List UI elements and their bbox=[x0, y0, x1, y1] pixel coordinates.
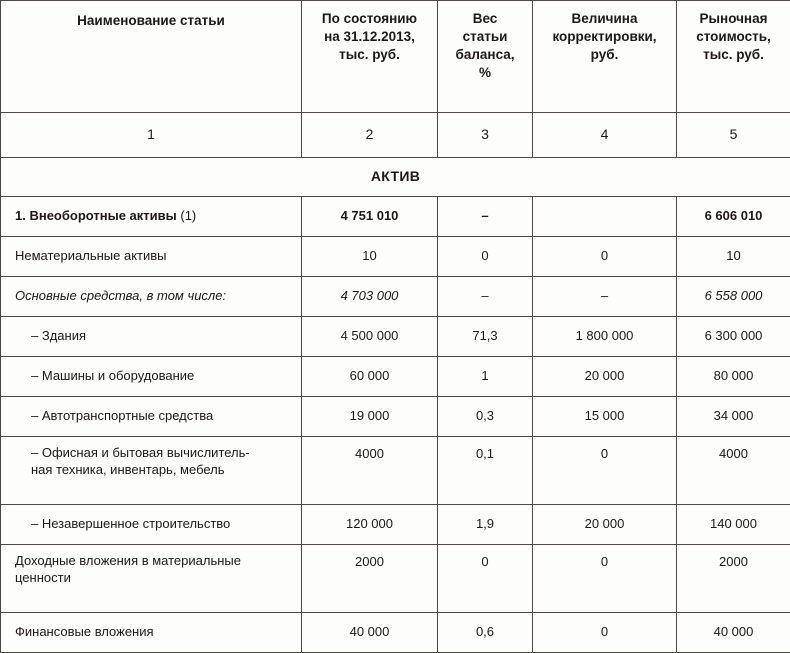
row-adjustment-cell: 15 000 bbox=[533, 397, 677, 437]
table-row bbox=[1, 357, 790, 397]
row-amount-cell: 19 000 bbox=[302, 397, 438, 437]
row-amount-cell: 10 bbox=[302, 237, 438, 277]
row-market-cell: 4000 bbox=[677, 437, 790, 505]
table-row bbox=[1, 317, 790, 357]
table-header bbox=[1, 1, 790, 158]
row-amount-cell: 2000 bbox=[302, 545, 438, 613]
row-market-cell: 34 000 bbox=[677, 397, 790, 437]
row-name-cell bbox=[1, 613, 302, 653]
row-weight-cell: 0,1 bbox=[438, 437, 533, 505]
row-amount-cell: 4 703 000 bbox=[302, 277, 438, 317]
column-number-5: 5 bbox=[677, 113, 790, 158]
row-name-label: Основные средства, в том числе: bbox=[15, 288, 226, 303]
row-note-reference: (1) bbox=[177, 208, 197, 223]
column-header-weight bbox=[438, 1, 533, 113]
column-header-adjustment bbox=[533, 1, 677, 113]
column-number-1: 1 bbox=[1, 113, 302, 158]
column-header-market-label: Рыночная стоимость, тыс. руб. bbox=[696, 11, 771, 62]
row-name-label: Доходные вложения в материальные ценности bbox=[15, 553, 241, 585]
table-row bbox=[1, 237, 790, 277]
row-adjustment-cell: 0 bbox=[533, 545, 677, 613]
row-name-label: – Здания bbox=[31, 328, 86, 343]
row-name-cell bbox=[1, 317, 302, 357]
table-row bbox=[1, 545, 790, 613]
row-name-label: Нематериальные активы bbox=[15, 248, 167, 263]
row-weight-cell: 1,9 bbox=[438, 505, 533, 545]
row-name-label: – Автотранспортные средства bbox=[31, 408, 213, 423]
row-weight-cell: 0,3 bbox=[438, 397, 533, 437]
row-adjustment-cell: 0 bbox=[533, 437, 677, 505]
section-banner-label: АКТИВ bbox=[1, 158, 790, 197]
row-market-cell: 80 000 bbox=[677, 357, 790, 397]
column-header-name bbox=[1, 1, 302, 113]
row-name-cell bbox=[1, 197, 302, 237]
table-body bbox=[1, 158, 790, 653]
section-banner-row bbox=[1, 158, 790, 197]
row-name-cell bbox=[1, 357, 302, 397]
column-number-2: 2 bbox=[302, 113, 438, 158]
row-weight-cell: 71,3 bbox=[438, 317, 533, 357]
table-row bbox=[1, 505, 790, 545]
row-market-cell: 6 558 000 bbox=[677, 277, 790, 317]
column-number-3: 3 bbox=[438, 113, 533, 158]
column-header-weight-label: Вес статьи баланса, % bbox=[455, 11, 514, 80]
header-row bbox=[1, 1, 790, 113]
row-name-cell bbox=[1, 505, 302, 545]
row-weight-cell: 0 bbox=[438, 237, 533, 277]
row-weight-cell: – bbox=[438, 277, 533, 317]
row-amount-cell: 4 751 010 bbox=[302, 197, 438, 237]
row-adjustment-cell: 1 800 000 bbox=[533, 317, 677, 357]
row-market-cell: 140 000 bbox=[677, 505, 790, 545]
row-name-cell bbox=[1, 277, 302, 317]
row-name-label: 1. Внеоборотные активы bbox=[15, 208, 177, 223]
row-amount-cell: 4000 bbox=[302, 437, 438, 505]
column-header-amount-label: По состоянию на 31.12.2013, тыс. руб. bbox=[322, 11, 417, 62]
row-name-label: – Машины и оборудование bbox=[31, 368, 194, 383]
row-adjustment-cell: 20 000 bbox=[533, 357, 677, 397]
table-row bbox=[1, 197, 790, 237]
row-weight-cell: 0 bbox=[438, 545, 533, 613]
row-market-cell: 40 000 bbox=[677, 613, 790, 653]
column-header-name-label: Наименование статьи bbox=[77, 13, 225, 28]
row-adjustment-cell: 20 000 bbox=[533, 505, 677, 545]
table-row bbox=[1, 437, 790, 505]
row-name-label: – Незавершенное строительство bbox=[31, 516, 230, 531]
column-header-market bbox=[677, 1, 790, 113]
column-header-adjustment-label: Величина корректировки, руб. bbox=[552, 11, 656, 62]
row-name-label: – Офисная и бытовая вычислитель- ная техника, инвентарь, мебель bbox=[31, 445, 250, 477]
row-amount-cell: 60 000 bbox=[302, 357, 438, 397]
row-market-cell: 6 300 000 bbox=[677, 317, 790, 357]
row-market-cell: 6 606 010 bbox=[677, 197, 790, 237]
row-market-cell: 10 bbox=[677, 237, 790, 277]
column-number-4: 4 bbox=[533, 113, 677, 158]
row-adjustment-cell: – bbox=[533, 277, 677, 317]
row-name-cell bbox=[1, 237, 302, 277]
column-header-amount bbox=[302, 1, 438, 113]
row-amount-cell: 4 500 000 bbox=[302, 317, 438, 357]
row-name-cell bbox=[1, 545, 302, 613]
table-row bbox=[1, 397, 790, 437]
row-weight-cell: – bbox=[438, 197, 533, 237]
table-row bbox=[1, 277, 790, 317]
row-name-label: Финансовые вложения bbox=[15, 624, 154, 639]
row-weight-cell: 0,6 bbox=[438, 613, 533, 653]
row-adjustment-cell bbox=[533, 197, 677, 237]
row-amount-cell: 40 000 bbox=[302, 613, 438, 653]
row-adjustment-cell: 0 bbox=[533, 613, 677, 653]
column-numbering-row bbox=[1, 113, 790, 158]
row-amount-cell: 120 000 bbox=[302, 505, 438, 545]
row-name-cell bbox=[1, 397, 302, 437]
row-name-cell bbox=[1, 437, 302, 505]
row-weight-cell: 1 bbox=[438, 357, 533, 397]
row-market-cell: 2000 bbox=[677, 545, 790, 613]
table-row bbox=[1, 613, 790, 653]
row-adjustment-cell: 0 bbox=[533, 237, 677, 277]
